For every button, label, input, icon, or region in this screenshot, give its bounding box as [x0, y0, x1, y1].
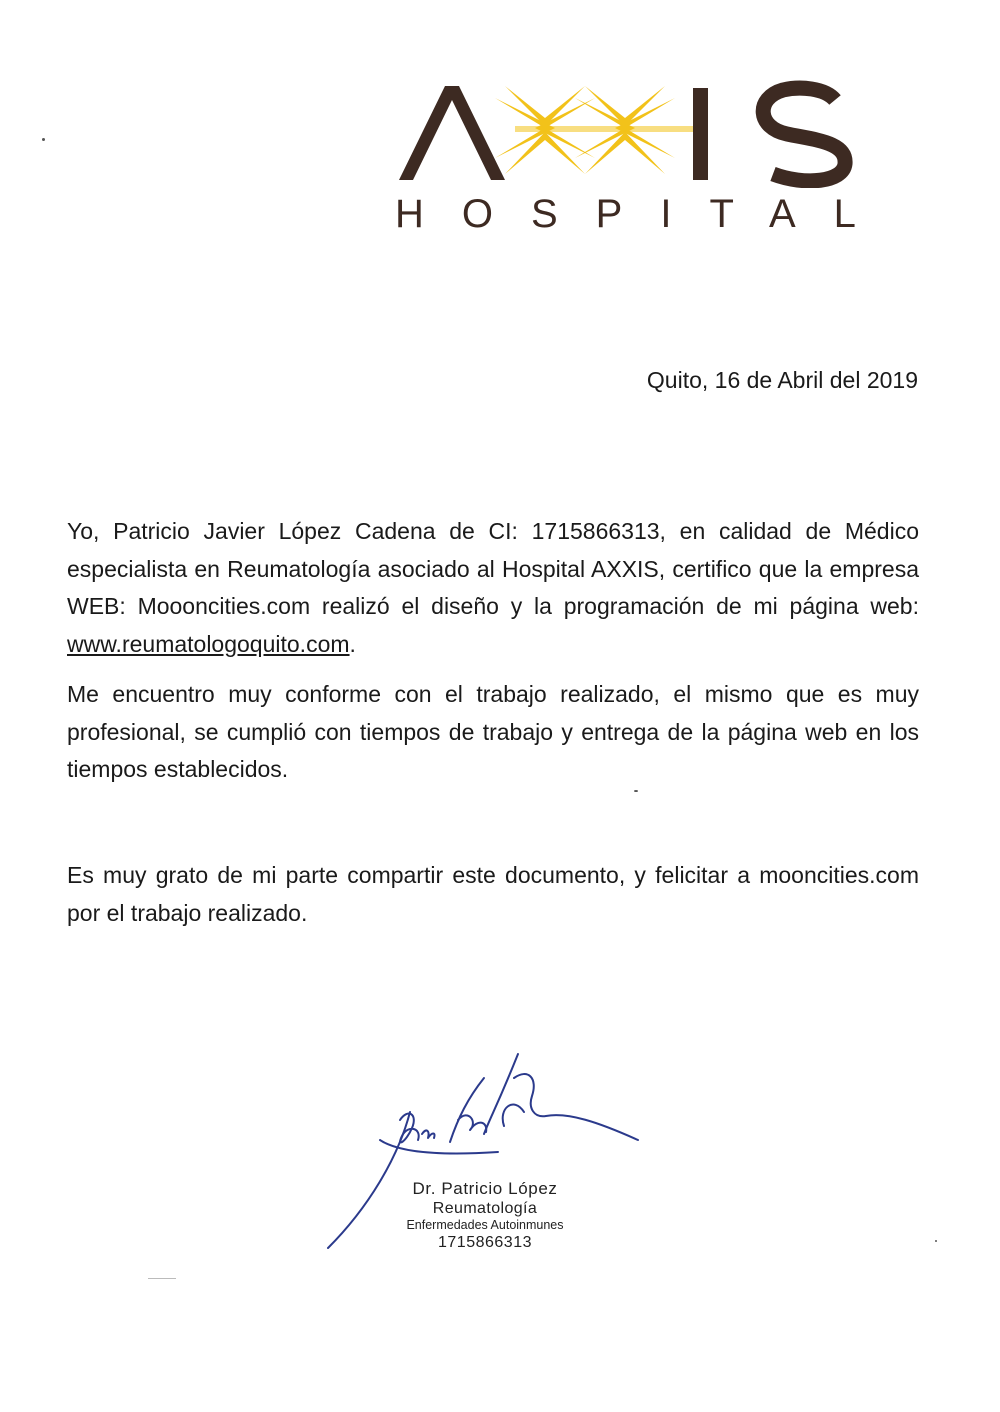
- stamp-doctor-name: Dr. Patricio López: [412, 1179, 558, 1198]
- website-link[interactable]: www.reumatologoquito.com: [67, 630, 350, 657]
- paragraph-satisfaction: Me encuentro muy conforme con el trabajo realizado, el mismo que es muy profesional, se cumplió con tiempos de trabajo y entrega de la página web en los tiempos establecidos.: [67, 681, 919, 782]
- paragraph-certification-end: .: [349, 630, 356, 657]
- doctor-stamp: [375, 1178, 595, 1252]
- paragraph-certification-text: Yo, Patricio Javier López Cadena de CI: 1715866313, en calidad de Médico especialista en Reumatología asociado al Hospital AXXIS, certifico que la empresa WEB: Moooncities.com realizó el diseño y la programación de mi página web:: [67, 518, 919, 619]
- hospital-logo: [395, 78, 894, 238]
- scan-speck: [634, 790, 638, 792]
- scan-speck: [42, 138, 45, 141]
- letter-date: Quito, 16 de Abril del 2019: [646, 367, 918, 393]
- stamp-id-number: 1715866313: [438, 1234, 532, 1251]
- stamp-specialty: Reumatología: [432, 1200, 538, 1217]
- logo-subtitle: HOSPITAL: [395, 192, 894, 236]
- paragraph-closing: Es muy grato de mi parte compartir este documento, y felicitar a mooncities.com por el trabajo realizado.: [67, 862, 919, 926]
- stamp-area: Enfermedades Autoinmunes: [406, 1218, 564, 1232]
- axxis-logo-mark: [395, 78, 875, 188]
- scan-speck: [935, 1240, 937, 1242]
- scan-speck: [148, 1278, 176, 1279]
- paragraph-certification: [67, 513, 919, 663]
